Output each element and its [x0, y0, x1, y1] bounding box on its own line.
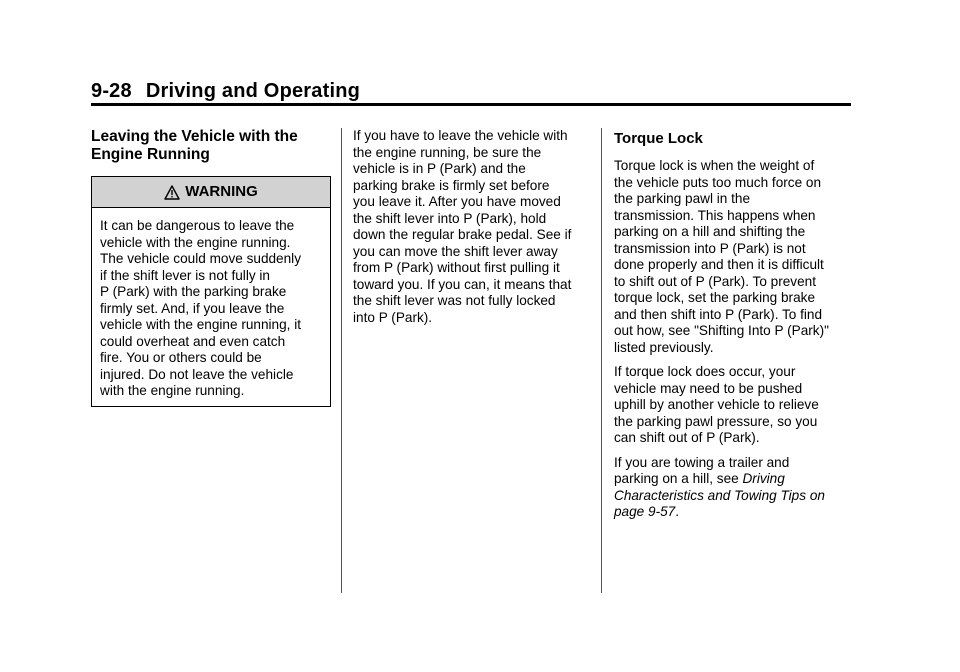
warning-line: The vehicle could move suddenly [100, 251, 301, 266]
body-paragraph: If torque lock does occur, your vehicle may need to be pushed uphill by another vehicle to relieve the parking pawl pressure, so you can shift out of P (Park). [614, 364, 819, 445]
warning-line: if the shift lever is not fully in [100, 267, 270, 283]
warning-line: P (Park) with the parking brake [100, 284, 287, 299]
column-left [91, 128, 331, 407]
chapter-title: Driving and Operating [145, 80, 361, 102]
warning-line: fire. You or others could be [100, 350, 262, 365]
warning-header [92, 177, 330, 208]
warning-line: vehicle with the engine running, it [100, 317, 302, 332]
body-paragraph: Torque lock is when the weight of the vehicle puts too much force on the parking pawl in the transmission. This happens when parking on a hill and shifting the transmission into P (Park) is not done properly and then it is difficult to shift out of P (Park). To prevent torque lock, set the parking brake and then shift into P (Park). To find out how, see "Shifting Into P (Park)" listed previously. [614, 158, 829, 355]
warning-line: vehicle with the engine running. [100, 234, 291, 250]
warning-line: It can be dangerous to leave the [100, 218, 295, 233]
warning-line: injured. Do not leave the vehicle [100, 366, 294, 382]
header-rule [91, 103, 851, 106]
page-number: 9-28 [91, 80, 132, 102]
column-divider [341, 128, 342, 593]
caution-triangle-icon [164, 185, 180, 200]
body-paragraph: If you have to leave the vehicle with the engine running, be sure the vehicle is in P (Park) and the parking brake is firmly set before you leave it. After you have moved the shift lever into P (Park), hold down the regular brake pedal. See if you can move the shift lever away from P (Park) without first pulling it toward you. If you can, it means that the shift lever was not fully locked into P (Park). [353, 128, 572, 325]
cross-reference-link[interactable]: Characteristics and Towing Tips on [614, 487, 825, 503]
column-middle [353, 128, 589, 334]
warning-label: WARNING [185, 182, 258, 200]
section-title: Torque Lock [614, 130, 703, 147]
cross-reference-link[interactable]: page 9-57 [614, 504, 676, 519]
warning-line: with the engine running. [100, 383, 245, 398]
chapter-heading [91, 80, 851, 103]
cross-reference-link[interactable]: Driving [742, 471, 785, 486]
warning-box [91, 176, 331, 407]
column-divider [601, 128, 602, 593]
section-title: Leaving the Vehicle with the Engine Running [91, 128, 298, 163]
warning-body [92, 208, 330, 406]
warning-line: firmly set. And, if you leave the [100, 300, 285, 316]
body-paragraph: If you are towing a trailer and parking on a hill, see Driving Characteristics and Towing Tips on page 9-57. [614, 454, 825, 519]
warning-line: could overheat and even catch [100, 333, 286, 349]
column-right [614, 128, 854, 529]
